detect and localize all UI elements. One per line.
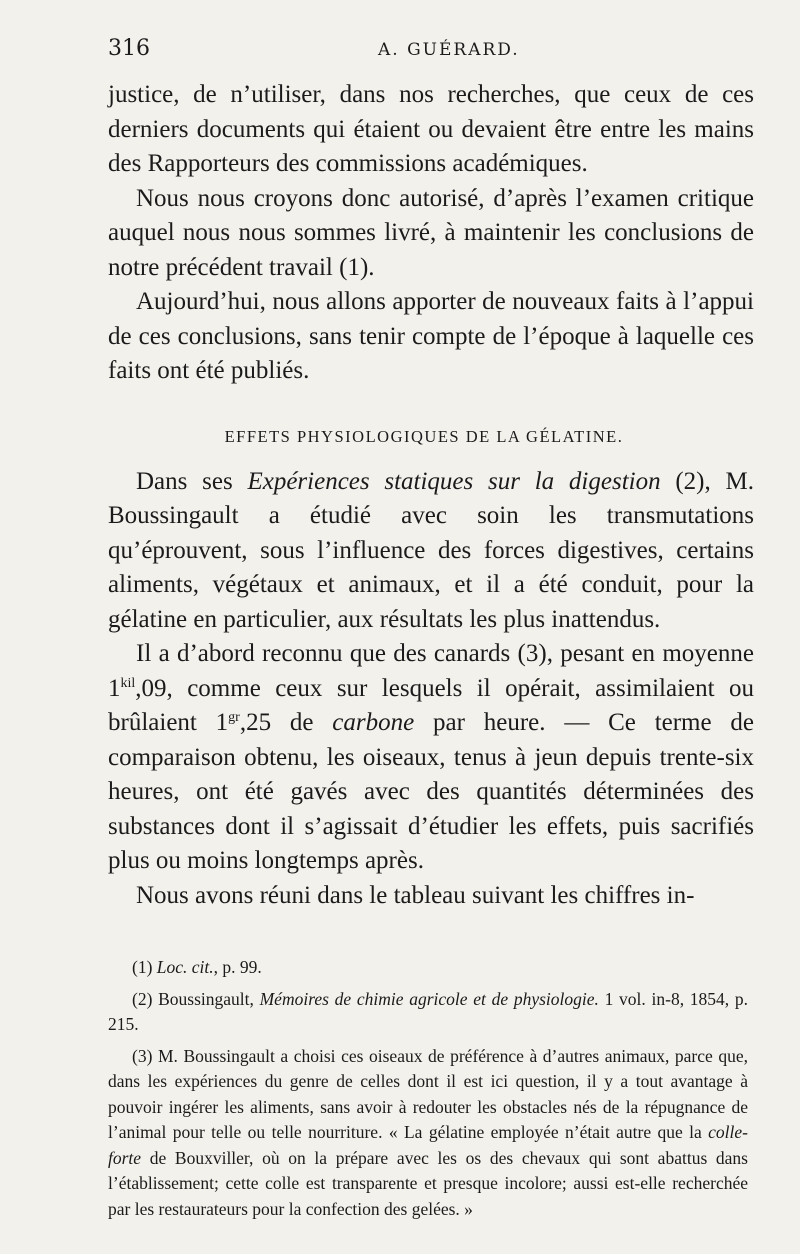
footnote-2-italic: Mémoires de chimie agricole et de physiologie. (259, 988, 599, 1009)
paragraph-4-after: (2), M. Boussingault a étudié avec soin les transmutations qu’éprouvent, sous l’influence des forces digestives, certains aliments, végétaux et animaux, et il a été conduit, pour la gélatine en particulier, aux résultats les plus inattendus. (108, 467, 754, 633)
paragraph-5-part-2: ,09, comme ceux sur lesquels il opérait, assimilaient ou brûlaient 1 (108, 674, 754, 736)
main-text (108, 78, 754, 389)
paragraph-6: Nous avons réuni dans le tableau suivant les chiffres in- (136, 881, 695, 909)
footnote-2 (108, 987, 748, 1038)
carbone-italic: carbone (332, 709, 415, 736)
paragraph-2: Nous nous croyons donc autorisé, d’après l’examen critique auquel nous nous sommes livré, à maintenir les conclusions de notre précédent travail (1). (108, 184, 754, 281)
book-title: Expériences statiques sur la digestion (247, 467, 661, 495)
paragraph-4 (108, 465, 754, 638)
footnote-1-rest: , p. 99. (213, 957, 262, 977)
paragraph-4-before: Dans ses (136, 467, 248, 495)
footnote-1 (108, 955, 748, 981)
unit-kil: kil (120, 675, 136, 691)
paragraph-5-part-1: Il a d’abord reconnu que des canards (3), pesant en moyenne 1 (108, 640, 754, 702)
paragraph-3: Aujourd’hui, nous allons apporter de nouveaux faits à l’appui de ces conclusions, sans tenir compte de l’époque à laquelle ces faits ont été publiés. (108, 288, 754, 384)
paragraph-5-part-4: par heure. — Ce terme de comparaison obtenu, les oiseaux, tenus à jeun depuis trente-six heures, ont été gavés avec des quantités déterminées des substances dont il s’agissait d’étudier les effets, puis sacrifiés plus ou moins longtemps après. (108, 709, 754, 874)
paragraph-5 (108, 637, 754, 879)
page-header (108, 36, 760, 78)
footnote-2-rest: 1 vol. in-8, 1854, p. 215. (108, 988, 748, 1034)
footnote-2-mark: (2) Boussingault, (132, 988, 260, 1009)
footnote-1-italic: Loc. cit. (156, 957, 214, 977)
paragraph-1: justice, de n’utiliser, dans nos recherches, que ceux de ces derniers documents qui étaient ou devaient être entre les mains des Rapporteurs des commissions académiques. (108, 81, 754, 177)
paragraph-5-part-3: ,25 de (239, 709, 333, 736)
running-head: A. GUÉRARD. (378, 40, 520, 60)
footnote-3-part-1: (3) M. Boussingault a choisi ces oiseaux de préférence à d’autres animaux, parce que, dans les expériences du genre de celles dont il est ici question, il y a tout avantage à pouvoir ingérer les aliments, sans avoir à redouter les obstacles nés de la répugnance de l’animal pour telle ou telle nourriture. « La gélatine employée n’était autre que la (108, 1045, 748, 1142)
section-text (108, 465, 754, 914)
footnotes (108, 955, 748, 1222)
section-heading: EFFETS PHYSIOLOGIQUES DE LA GÉLATINE. (224, 426, 624, 446)
footnote-1-mark: (1) (132, 957, 157, 977)
page-number: 316 (108, 36, 150, 61)
footnote-3 (108, 1044, 748, 1223)
unit-gr: gr (228, 710, 240, 725)
footnote-3-italic: colle-forte (108, 1122, 748, 1168)
footnote-3-part-2: de Bouxviller, où on la prépare avec les os des chevaux qui sont abattus dans l’établissement; cette colle est transparente et presque incolore; aussi est-elle recherchée par les restaurateurs pour la confection des gelées. » (108, 1147, 748, 1219)
